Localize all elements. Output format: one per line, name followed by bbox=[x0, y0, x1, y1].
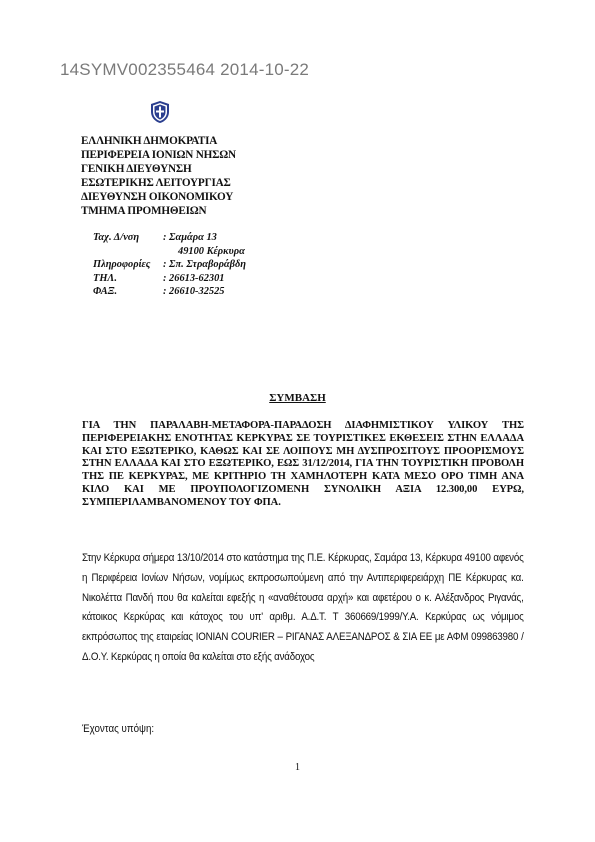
address-city-value: 49100 Κέρκυρα bbox=[178, 245, 245, 257]
fax-row bbox=[93, 285, 246, 299]
contract-subject: ΓΙΑ ΤΗΝ ΠΑΡΑΛΑΒΗ-ΜΕΤΑΦΟΡΑ-ΠΑΡΑΔΟΣΗ ΔΙΑΦΗΜΙΣΤΙΚΟΥ ΥΛΙΚΟΥ ΤΗΣ ΠΕΡΙΦΕΡΕΙΑΚΗΣ ΕΝΟΤΗΤΑΣ ΚΕΡΚΥΡΑΣ ΣΕ ΤΟΥΡΙΣΤΙΚΕΣ ΕΚΘΕΣΕΙΣ ΣΤΗΝ ΕΛΛΑΔΑ ΚΑΙ ΣΤΟ ΕΞΩΤΕΡΙΚΟ, ΚΑΘΩΣ ΚΑΙ ΣΕ ΛΟΙΠΟΥΣ ΜΗ ΔΥΣΠΡΟΣΙΤΟΥΣ ΠΡΟΟΡΙΣΜΟΥΣ ΣΤΗΝ ΕΛΛΑΔΑ ΚΑΙ ΣΤΟ ΕΞΩΤΕΡΙΚΟ, ΕΩΣ 31/12/2014, ΓΙΑ ΤΗΝ ΤΟΥΡΙΣΤΙΚΗ ΠΡΟΒΟΛΗ ΤΗΣ ΠΕ ΚΕΡΚΥΡΑΣ, ΜΕ ΚΡΙΤΗΡΙΟ ΤΗ ΧΑΜΗΛΟΤΕΡΗ ΚΑΤΑ ΜΕΣΟ ΟΡΟ ΤΙΜΗ ΑΝΑ ΚΙΛΟ ΚΑΙ ΜΕ ΠΡΟΥΠΟΛΟΓΙΖΟΜΕΝΗ ΣΥΝΟΛΙΚΗ ΑΞΙΑ 12.300,00 ΕΥΡΩ, ΣΥΜΠΕΡΙΛΑΜΒΑΝΟΜΕΝΟΥ ΤΟΥ ΦΠΑ. bbox=[82, 420, 524, 508]
considering-heading: Έχοντας υπόψη: bbox=[82, 723, 155, 735]
phone-label: ΤΗΛ. bbox=[93, 272, 117, 284]
phone-value: : 26613-62301 bbox=[163, 272, 225, 284]
info-value: : Σπ. Στραβοράβδη bbox=[163, 259, 247, 271]
info-label: Πληροφορίες bbox=[93, 259, 151, 271]
address-value: : Σαμάρα 13 bbox=[163, 232, 217, 243]
address-city-row bbox=[93, 245, 246, 259]
body-paragraph: Στην Κέρκυρα σήμερα 13/10/2014 στο κατάστημα της Π.Ε. Κέρκυρας, Σαμάρα 13, Κέρκυρα 49100 αφενός η Περιφέρεια Ιονίων Νήσων, νομίμως εκπροσωπούμενη από την Αντιπεριφερειάρχη ΠΕ Κέρκυρας κα. Νικολέττα Πανδή που θα καλείται εφεξής η «αναθέτουσα αρχή» και αφετέρου ο κ. Αλέξανδρος Ριγανάς, κάτοικος Κερκύρας και κάτοχος του υπ' αριθμ. Α.Δ.Τ. Τ 360669/1999/Υ.Α. Κερκύρας ως νόμιμος εκπρόσωπος της εταιρείας IONIAN COURIER – ΡΙΓΑΝΑΣ ΑΛΕΞΑΝΔΡΟΣ & ΣΙΑ ΕΕ με ΑΦΜ 099863980 /Δ.Ο.Υ. Κερκύρας η οποία θα καλείται στο εξής ανάδοχος bbox=[82, 552, 524, 663]
issuer-line: ΕΣΩΤΕΡΙΚΗΣ ΛΕΙΤΟΥΡΓΙΑΣ bbox=[81, 177, 231, 189]
fax-value: : 26610-32525 bbox=[163, 286, 225, 298]
issuer-line: ΕΛΛΗΝΙΚΗ ΔΗΜΟΚΡΑΤΙΑ bbox=[81, 135, 218, 147]
greek-republic-emblem-icon bbox=[148, 100, 172, 124]
issuer-line: ΠΕΡΙΦΕΡΕΙΑ ΙΟΝΙΩΝ ΝΗΣΩΝ bbox=[81, 149, 236, 161]
issuer-line: ΔΙΕΥΘΥΝΣΗ ΟΙΚΟΝΟΜΙΚΟΥ bbox=[81, 191, 234, 203]
issuer-line: ΓΕΝΙΚΗ ΔΙΕΥΘΥΝΣΗ bbox=[81, 163, 192, 175]
contact-block bbox=[93, 231, 246, 299]
issuer-block bbox=[81, 134, 236, 218]
contract-body bbox=[82, 549, 524, 668]
document-title: ΣΥΜΒΑΣΗ bbox=[269, 392, 326, 404]
info-row bbox=[93, 258, 246, 272]
fax-label: ΦΑΞ. bbox=[93, 286, 118, 298]
address-row bbox=[93, 231, 246, 245]
address-label: Ταχ. Δ/νση bbox=[93, 232, 140, 243]
document-watermark-id: 14SYMV002355464 2014-10-22 bbox=[60, 60, 310, 79]
issuer-line: ΤΜΗΜΑ ΠΡΟΜΗΘΕΙΩΝ bbox=[81, 205, 207, 217]
phone-row bbox=[93, 272, 246, 286]
page-number: 1 bbox=[295, 762, 300, 773]
